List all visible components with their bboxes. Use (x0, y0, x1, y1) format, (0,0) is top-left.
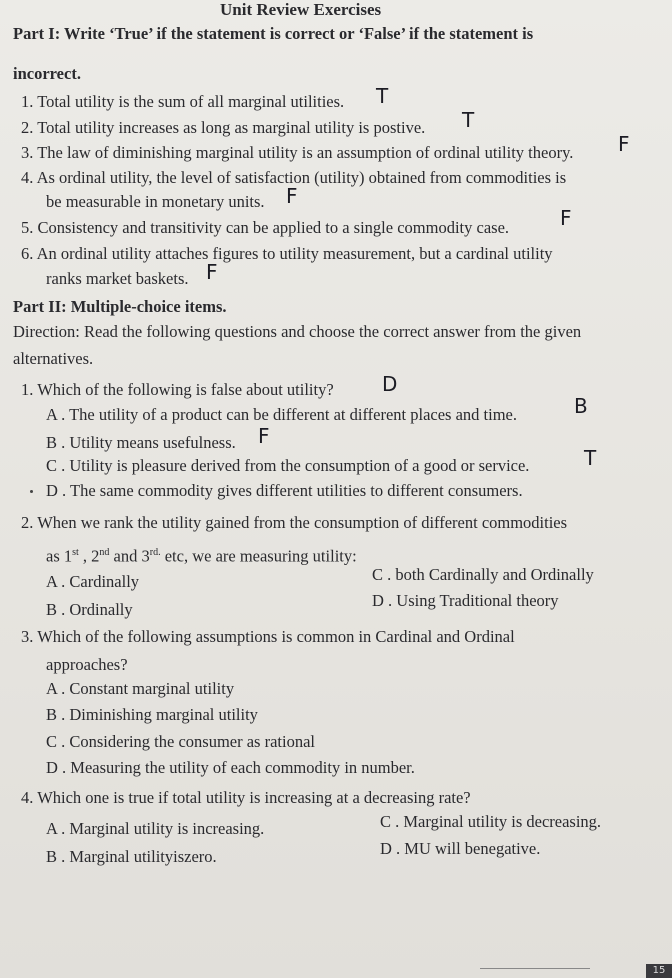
handwritten-answer-3: F (618, 132, 630, 156)
tf-item-6: 6. An ordinal utility attaches figures to utility measurement, but a cardinal utility (21, 244, 553, 263)
mcq-3-option-d: D . Measuring the utility of each commodity in number. (46, 758, 415, 777)
mcq-4-option-c: C . Marginal utility is decreasing. (380, 812, 602, 831)
page-number: 15 (646, 964, 672, 978)
tf-item-1: 1. Total utility is the sum of all marginal utilities. (21, 92, 345, 111)
handwritten-answer-q1: D (382, 372, 398, 396)
handwritten-answer-1: T (376, 84, 389, 108)
page-title: Unit Review Exercises (220, 0, 382, 19)
tf-item-6-cont: ranks market baskets. (46, 269, 189, 288)
tf-item-3: 3. The law of diminishing marginal utility is an assumption of ordinal utility theory. (21, 143, 574, 162)
mcq-4-option-a: A . Marginal utility is increasing. (46, 819, 265, 838)
tf-item-4: 4. As ordinal utility, the level of satisfaction (utility) obtained from commodities is (21, 168, 567, 187)
part2-heading: Part II: Multiple-choice items. (13, 297, 227, 316)
mcq-2-option-a: A . Cardinally (46, 572, 140, 591)
handwritten-answer-5: F (560, 206, 572, 230)
part2-direction-cont: alternatives. (13, 349, 94, 368)
handwritten-answer-6: F (206, 260, 218, 284)
mcq-1-option-d: D . The same commodity gives different utilities to different consumers. (46, 481, 523, 500)
tf-item-5: 5. Consistency and transitivity can be applied to a single commodity case. (21, 218, 510, 237)
mcq-2-stem-cont: as 1st , 2nd and $3^{rd.}$ etc, we are measuring utility: (46, 546, 357, 566)
mcq-3-stem-cont: approaches? (46, 655, 128, 674)
mcq-3-option-a: A . Constant marginal utility (46, 679, 235, 698)
part1-heading: Part I: Write ‘True’ if the statement is correct or ‘False’ if the statement is (13, 24, 534, 43)
mcq-1-option-c: C . Utility is pleasure derived from the consumption of a good or service. (46, 456, 530, 475)
mcq-1-option-b: B . Utility means usefulness. (46, 433, 236, 452)
mcq-3-option-b: B . Diminishing marginal utility (46, 705, 258, 724)
tf-item-4-cont: be measurable in monetary units. (46, 192, 265, 211)
handwritten-mark-q1-b: F (258, 424, 270, 448)
handwritten-mark-q1-a: B (574, 394, 588, 418)
mcq-2-option-d: D . Using Traditional theory (372, 591, 559, 610)
mcq-1-option-a: A . The utility of a product can be different at different places and time. (46, 405, 518, 424)
handwritten-mark-q1-c: T (584, 446, 597, 470)
mcq-4-option-b: B . Marginal utilityiszero. (46, 847, 217, 866)
footer-rule (480, 968, 590, 969)
mcq-4-option-d: D . MU will benegative. (380, 839, 541, 858)
handwritten-answer-2: T (462, 108, 475, 132)
part2-direction: Direction: Read the following questions and choose the correct answer from the given (13, 322, 582, 341)
part1-heading-cont: incorrect. (13, 64, 81, 83)
handwritten-answer-4: F (286, 184, 298, 208)
mcq-4-stem: 4. Which one is true if total utility is increasing at a decreasing rate? (21, 788, 471, 807)
mcq-3-stem: 3. Which of the following assumptions is common in Cardinal and Ordinal (21, 627, 515, 646)
mcq-2-option-c: C . both Cardinally and Ordinally (372, 565, 594, 584)
mcq-2-stem: 2. When we rank the utility gained from the consumption of different commodities (21, 513, 568, 532)
mcq-3-option-c: C . Considering the consumer as rational (46, 732, 315, 751)
mcq-2-option-b: B . Ordinally (46, 600, 133, 619)
mcq-1-stem: 1. Which of the following is false about utility? (21, 380, 334, 399)
stray-dot (30, 490, 33, 493)
tf-item-2: 2. Total utility increases as long as marginal utility is postive. (21, 118, 426, 137)
